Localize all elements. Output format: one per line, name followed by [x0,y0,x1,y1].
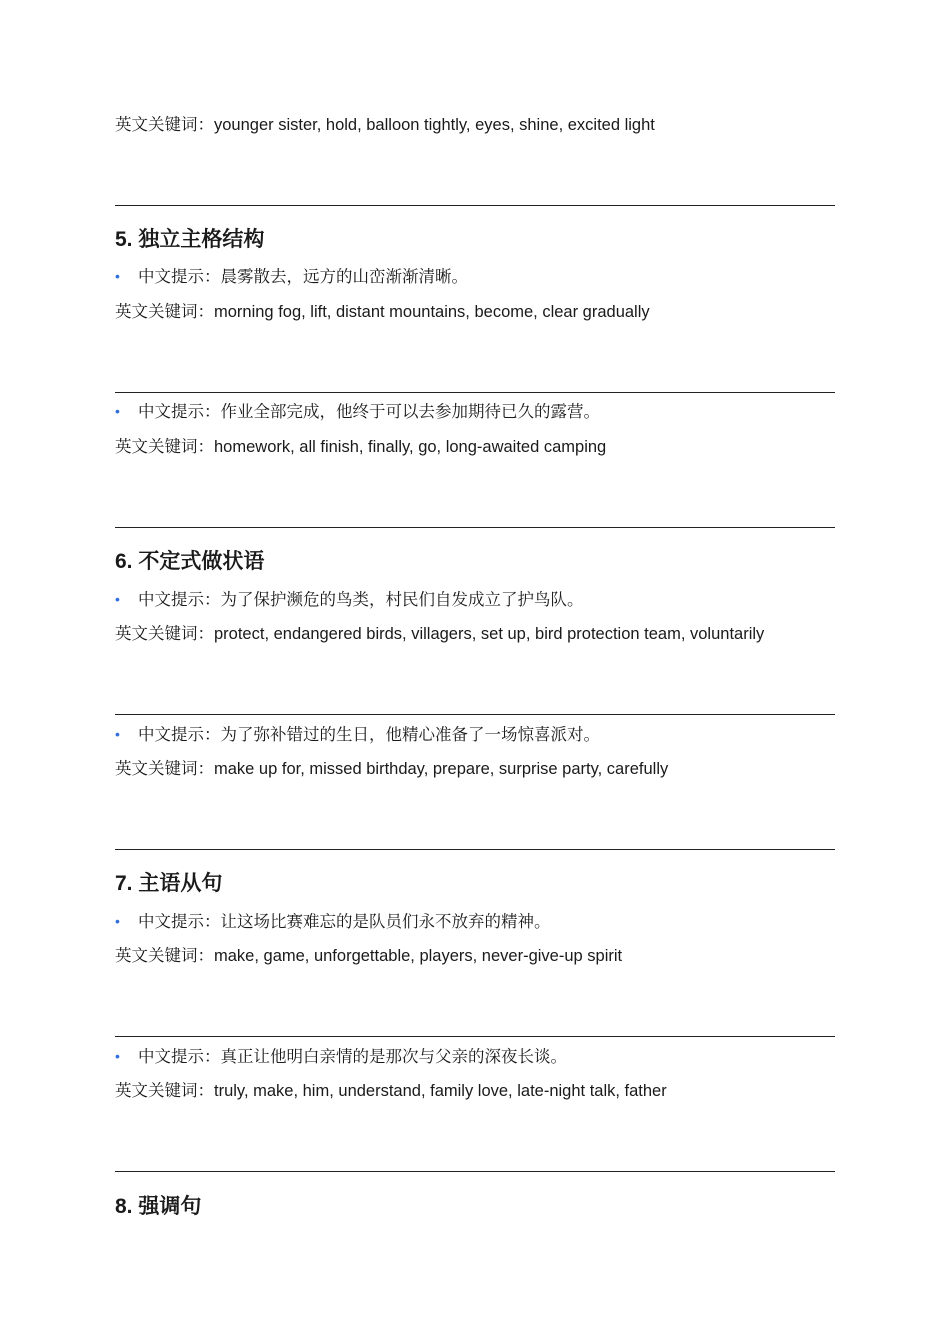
hint-label: 中文提示： [138,1048,221,1066]
section-heading: 8. 强调句 [115,1195,202,1218]
keyword-label: 英文关键词： [115,760,214,778]
divider [115,392,835,393]
bullet-icon: • [115,913,120,929]
keyword-label: 英文关键词： [115,116,214,134]
bullet-icon: • [115,726,120,742]
keyword-text: younger sister, hold, balloon tightly, eyes, shine, excited light [214,116,655,134]
hint-line [115,401,600,423]
keyword-text: morning fog, lift, distant mountains, become, clear gradually [214,303,650,321]
hint-line [115,1046,567,1068]
hint-text: 为了保护濒危的鸟类，村民们自发成立了护鸟队。 [220,591,584,609]
bullet-icon: • [115,591,120,607]
hint-text: 晨雾散去，远方的山峦渐渐清晰。 [220,268,468,286]
keyword-line [115,114,655,136]
keyword-label: 英文关键词： [115,1082,214,1100]
section-heading: 6. 不定式做状语 [115,550,265,573]
keyword-text: make up for, missed birthday, prepare, surprise party, carefully [214,760,669,778]
hint-label: 中文提示： [138,268,221,286]
hint-line [115,724,600,746]
keyword-line [115,436,606,458]
keyword-text: protect, endangered birds, villagers, set up, bird protection team, voluntarily [214,625,765,643]
hint-label: 中文提示： [138,726,221,744]
keyword-label: 英文关键词： [115,947,214,965]
keyword-line [115,1080,667,1102]
keyword-text: make, game, unforgettable, players, never-give-up spirit [214,947,623,965]
keyword-label: 英文关键词： [115,303,214,321]
keyword-label: 英文关键词： [115,438,214,456]
bullet-icon: • [115,403,120,419]
keyword-label: 英文关键词： [115,625,214,643]
keyword-line [115,945,622,967]
keyword-line [115,301,650,323]
section-heading: 5. 独立主格结构 [115,228,265,251]
keyword-line [115,758,668,780]
hint-text: 真正让他明白亲情的是那次与父亲的深夜长谈。 [220,1048,567,1066]
divider [115,527,835,528]
divider [115,205,835,206]
hint-text: 为了弥补错过的生日，他精心准备了一场惊喜派对。 [220,726,600,744]
divider [115,1036,835,1037]
keyword-line [115,623,764,645]
hint-text: 作业全部完成，他终于可以去参加期待已久的露营。 [220,403,600,421]
section-heading: 7. 主语从句 [115,872,223,895]
divider [115,849,835,850]
hint-label: 中文提示： [138,591,221,609]
keyword-text: homework, all finish, finally, go, long-awaited camping [214,438,607,456]
hint-line [115,589,584,611]
hint-label: 中文提示： [138,403,221,421]
hint-label: 中文提示： [138,913,221,931]
bullet-icon: • [115,1048,120,1064]
divider [115,1171,835,1172]
bullet-icon: • [115,268,120,284]
hint-line [115,266,468,288]
hint-text: 让这场比赛难忘的是队员们永不放弃的精神。 [220,913,551,931]
divider [115,714,835,715]
hint-line [115,911,551,933]
keyword-text: truly, make, him, understand, family love, late-night talk, father [214,1082,667,1100]
